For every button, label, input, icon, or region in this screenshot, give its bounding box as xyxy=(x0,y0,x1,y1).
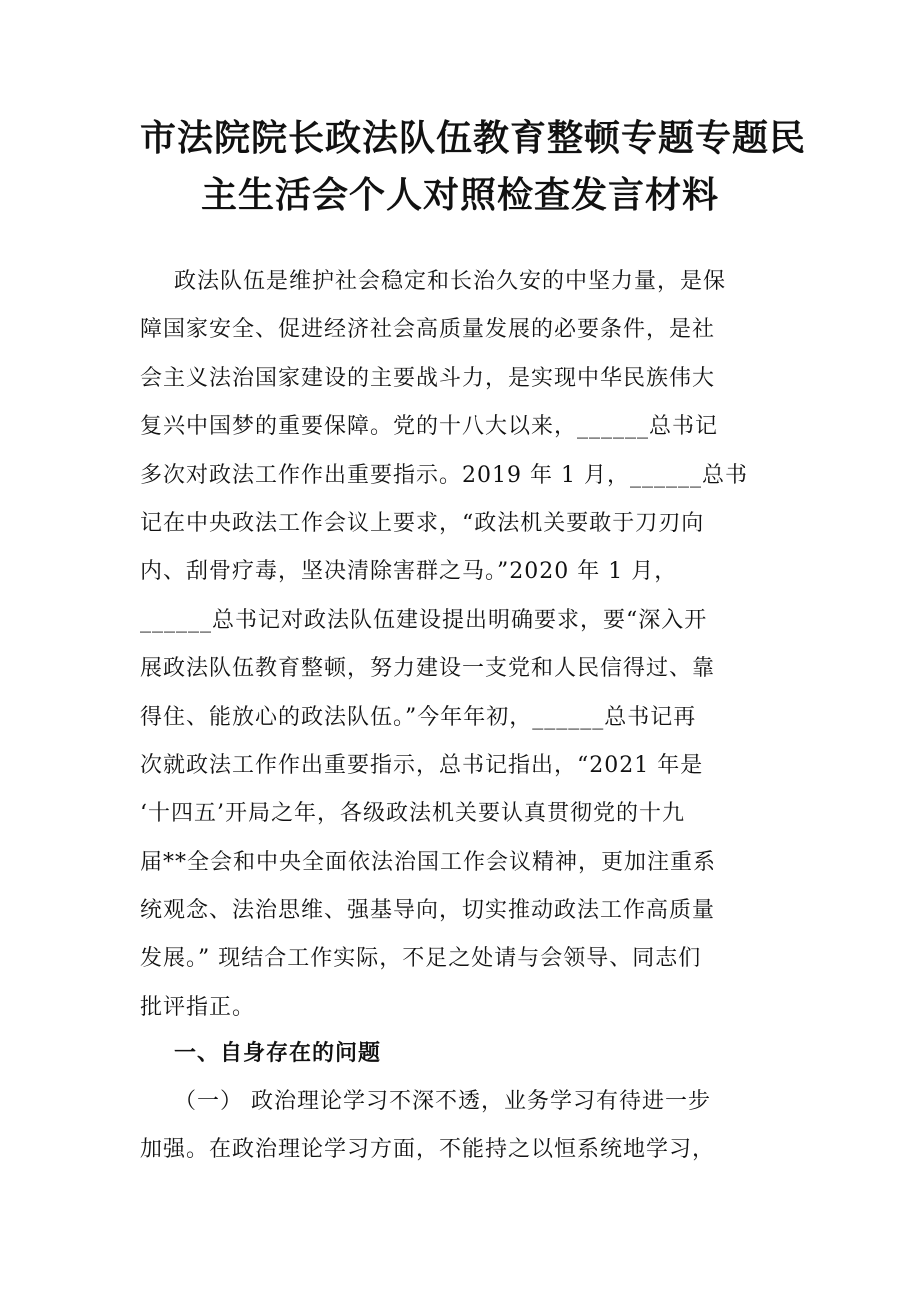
paragraph-line: 次就政法工作作出重要指示，总书记指出，“2021 年是 xyxy=(140,752,704,778)
paragraph-line: 统观念、法治思维、强基导向，切实推动政法工作高质量 xyxy=(140,898,716,924)
paragraph-line: 记在中央政法工作会议上要求，“政法机关要敢于刀刃向 xyxy=(140,510,705,536)
subsection-paragraph xyxy=(140,1078,780,1175)
paragraph-line: 障国家安全、促进经济社会高质量发展的必要条件，是社 xyxy=(140,317,716,343)
title-line-2: 主生活会个人对照检查发言材料 xyxy=(200,175,719,216)
paragraph-line: 得住、能放心的政法队伍。”今年年初，______总书记再 xyxy=(140,704,697,730)
paragraph-line: 会主义法治国家建设的主要战斗力，是实现中华民族伟大 xyxy=(140,365,716,391)
paragraph-line: 复兴中国梦的重要保障。党的十八大以来，______总书记 xyxy=(140,414,719,440)
intro-paragraph xyxy=(140,258,780,1032)
paragraph-line: 发展。” 现结合工作实际，不足之处请与会领导、同志们 xyxy=(140,946,702,972)
paragraph-line: 多次对政法工作作出重要指示。2019 年 1 月，______总书 xyxy=(140,462,748,488)
paragraph-line: ‘十四五’开局之年，各级政法机关要认真贯彻党的十九 xyxy=(140,801,685,827)
document-title xyxy=(140,110,807,224)
paragraph-line: （一） 政治理论学习不深不透，业务学习有待进一步 xyxy=(174,1089,711,1114)
section-heading: 一、自身存在的问题 xyxy=(174,1041,382,1066)
paragraph-line: 届**全会和中央全面依法治国工作会议精神，更加注重系 xyxy=(140,849,717,875)
paragraph-line: 加强。在政治理论学习方面，不能持之以恒系统地学习， xyxy=(140,1137,716,1163)
paragraph-line: 展政法队伍教育整顿，努力建设一支党和人民信得过、靠 xyxy=(140,656,716,682)
paragraph-line: ______总书记对政法队伍建设提出明确要求，要“深入开 xyxy=(140,607,708,633)
paragraph-line: 批评指正。 xyxy=(140,994,256,1020)
paragraph-line: 政法队伍是维护社会稳定和长治久安的中坚力量，是保 xyxy=(174,269,727,294)
title-line-1: 市法院院长政法队伍教育整顿专题专题民 xyxy=(140,118,807,159)
paragraph-line: 内、刮骨疗毒，坚决清除害群之马。”2020 年 1 月， xyxy=(140,559,678,585)
